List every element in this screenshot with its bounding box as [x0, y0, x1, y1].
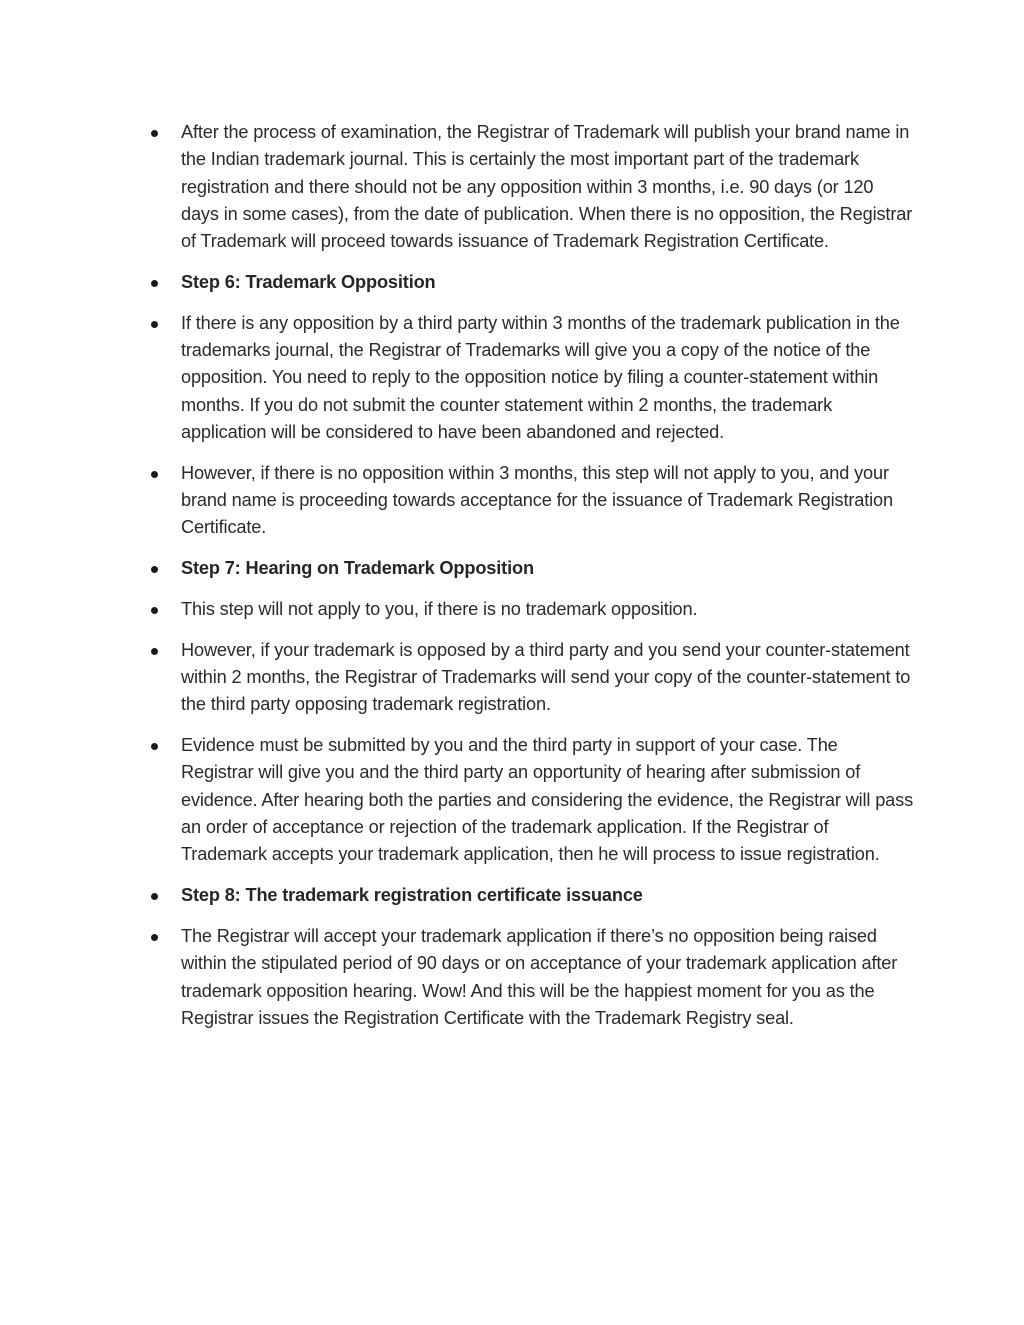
bullet-icon: [151, 743, 158, 750]
paragraph-text: The Registrar will accept your trademark application if there’s no opposition being raised within the stipulated period of 90 days or on acceptance of your trademark application after trademark opposition hearing. Wow! And this will be the happiest moment for you as the Registrar issues the Registration Certificate with the Trademark Registry seal.: [181, 925, 898, 1028]
list-item-heading: [0, 882, 1024, 909]
paragraph-text: Evidence must be submitted by you and the third party in support of your case. The Registrar will give you and the third party an opportunity of hearing after submission of evidence. After hearing both the parties and considering the evidence, the Registrar will pass an order of acceptance or rejection of the trademark application. If the Registrar of Trademark accepts your trademark application, then he will process to issue registration.: [181, 735, 914, 865]
list-item: [0, 732, 1024, 868]
list-item: [0, 596, 1024, 623]
paragraph-text: If there is any opposition by a third party within 3 months of the trademark publication in the trademarks journal, the Registrar of Trademarks will give you a copy of the notice of the opposition. You need to reply to the opposition notice by filing a counter-statement within months. If you do not submit the counter statement within 2 months, the trademark application will be considered to have been abandoned and rejected.: [181, 312, 900, 442]
bullet-icon: [151, 607, 158, 614]
paragraph-text: However, if there is no opposition within 3 months, this step will not apply to you, and your brand name is proceeding towards acceptance for the issuance of Trademark Registration Certificate.: [181, 462, 893, 538]
step-heading: Step 6: Trademark Opposition: [181, 271, 436, 292]
paragraph-text: However, if your trademark is opposed by a third party and you send your counter-statement within 2 months, the Registrar of Trademarks will send your copy of the counter-statement to the third party opposing trademark registration.: [181, 639, 911, 715]
list-item: [0, 460, 1024, 542]
bullet-icon: [151, 934, 158, 941]
list-item: [0, 637, 1024, 719]
list-item-heading: [0, 269, 1024, 296]
bullet-list: [0, 119, 1024, 1032]
bullet-icon: [151, 566, 158, 573]
list-item: [0, 923, 1024, 1032]
document-page: [0, 119, 1024, 1046]
paragraph-text: After the process of examination, the Registrar of Trademark will publish your brand name in the Indian trademark journal. This is certainly the most important part of the trademark registration and there should not be any opposition within 3 months, i.e. 90 days (or 120 days in some cases), from the date of publication. When there is no opposition, the Registrar of Trademark will proceed towards issuance of Trademark Registration Certificate.: [181, 122, 913, 252]
bullet-icon: [151, 321, 158, 328]
step-heading: Step 7: Hearing on Trademark Opposition: [181, 558, 534, 579]
step-heading: Step 8: The trademark registration certificate issuance: [181, 885, 643, 906]
bullet-icon: [151, 893, 158, 900]
bullet-icon: [151, 648, 158, 655]
list-item: [0, 310, 1024, 446]
paragraph-text: This step will not apply to you, if there is no trademark opposition.: [181, 598, 698, 619]
bullet-icon: [151, 130, 158, 137]
bullet-icon: [151, 280, 158, 287]
list-item: [0, 119, 1024, 255]
list-item-heading: [0, 555, 1024, 582]
bullet-icon: [151, 471, 158, 478]
